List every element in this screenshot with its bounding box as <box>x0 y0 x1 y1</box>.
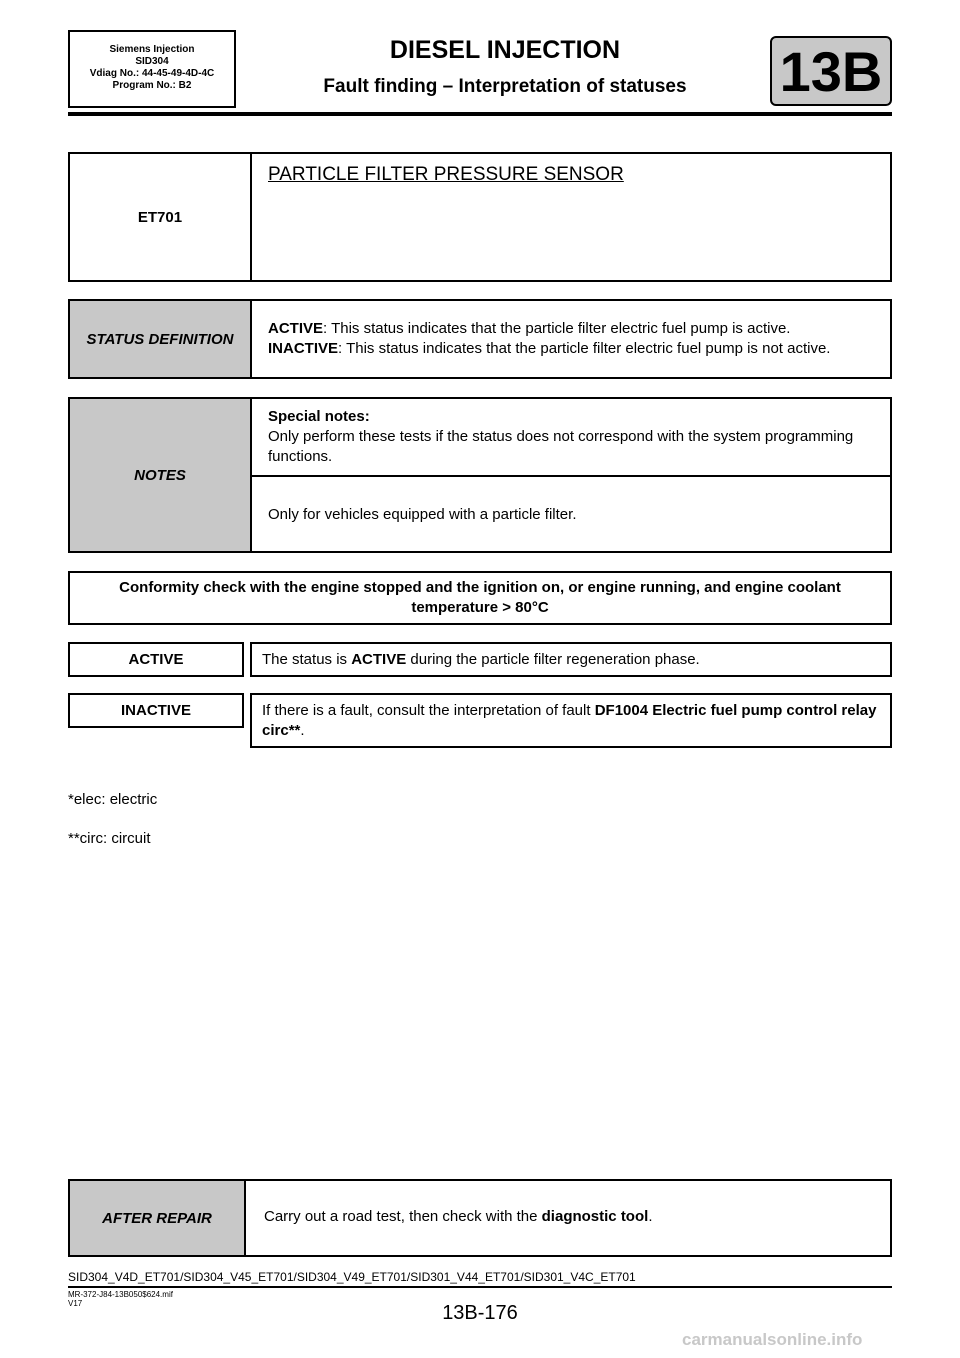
active-text-bold: ACTIVE <box>351 651 407 668</box>
active-term: ACTIVE <box>268 320 324 337</box>
special-notes <box>268 407 868 467</box>
active-text-post: during the particle filter regeneration phase. <box>406 651 700 668</box>
version: V17 <box>68 1299 83 1308</box>
inactive-text-post: . <box>300 722 305 739</box>
special-notes-text: Only perform these tests if the status does not correspond with the system programming functions. <box>268 428 854 465</box>
footnote-elec: *elec: electric <box>68 791 158 808</box>
active-label: ACTIVE <box>128 651 184 668</box>
inactive-label-box <box>68 693 244 728</box>
status-definition-label: STATUS DEFINITION <box>70 301 252 377</box>
after-repair-text-post: . <box>648 1208 653 1225</box>
mif-filename: MR-372-J84-13B050$624.mif <box>68 1290 173 1299</box>
page-title: DIESEL INJECTION <box>389 36 621 64</box>
active-definition: : This status indicates that the particle filter electric fuel pump is active. <box>323 320 791 337</box>
header-info-box <box>68 30 236 108</box>
page-number: 13B-176 <box>442 1302 518 1324</box>
header-info-line: Vdiag No.: 44-45-49-4D-4C <box>89 68 215 79</box>
header-info-line: Program No.: B2 <box>112 80 192 91</box>
status-definition-text <box>268 319 878 359</box>
conformity-check: Conformity check with the engine stopped and the ignition on, or engine running, and engine coolant temperature > 80°C <box>68 571 892 625</box>
section-code-badge: 13B <box>770 36 892 106</box>
status-name: PARTICLE FILTER PRESSURE SENSOR <box>268 164 624 185</box>
active-label-box <box>68 642 244 677</box>
inactive-definition: : This status indicates that the particle filter electric fuel pump is not active. <box>338 340 831 357</box>
status-box <box>68 152 892 282</box>
inactive-text-pre: If there is a fault, consult the interpretation of fault <box>262 702 595 719</box>
footnote-circ: **circ: circuit <box>68 830 151 847</box>
header-info-line: SID304 <box>135 56 169 67</box>
after-repair-label: AFTER REPAIR <box>70 1181 246 1255</box>
vehicle-note: Only for vehicles equipped with a particle filter. <box>268 506 577 523</box>
after-repair-box <box>68 1179 892 1257</box>
after-repair-text <box>264 1207 652 1227</box>
file-info <box>68 1290 173 1308</box>
header-divider <box>68 112 892 116</box>
header-info-line: Siemens Injection <box>109 44 195 55</box>
status-code: ET701 <box>70 154 252 280</box>
inactive-description <box>250 693 892 748</box>
page-subtitle: Fault finding – Interpretation of statuses <box>323 76 687 97</box>
after-repair-text-bold: diagnostic tool <box>541 1208 649 1225</box>
active-description <box>250 642 892 677</box>
active-text-pre: The status is <box>262 651 352 668</box>
notes-divider <box>252 475 890 477</box>
footer-divider <box>68 1286 892 1288</box>
inactive-term: INACTIVE <box>268 340 339 357</box>
status-definition-box <box>68 299 892 379</box>
inactive-label: INACTIVE <box>120 702 191 719</box>
special-notes-title: Special notes: <box>268 408 370 425</box>
after-repair-text-pre: Carry out a road test, then check with the <box>264 1208 542 1225</box>
inactive-text-bold: DF1004 Electric fuel pump control relay circ** <box>262 702 877 739</box>
document-reference: SID304_V4D_ET701/SID304_V45_ET701/SID304_V49_ET701/SID301_V44_ET701/SID301_V4C_ET701 <box>68 1270 636 1284</box>
notes-box <box>68 397 892 553</box>
notes-label: NOTES <box>70 399 252 551</box>
watermark: carmanualsonline.info <box>682 1330 863 1349</box>
